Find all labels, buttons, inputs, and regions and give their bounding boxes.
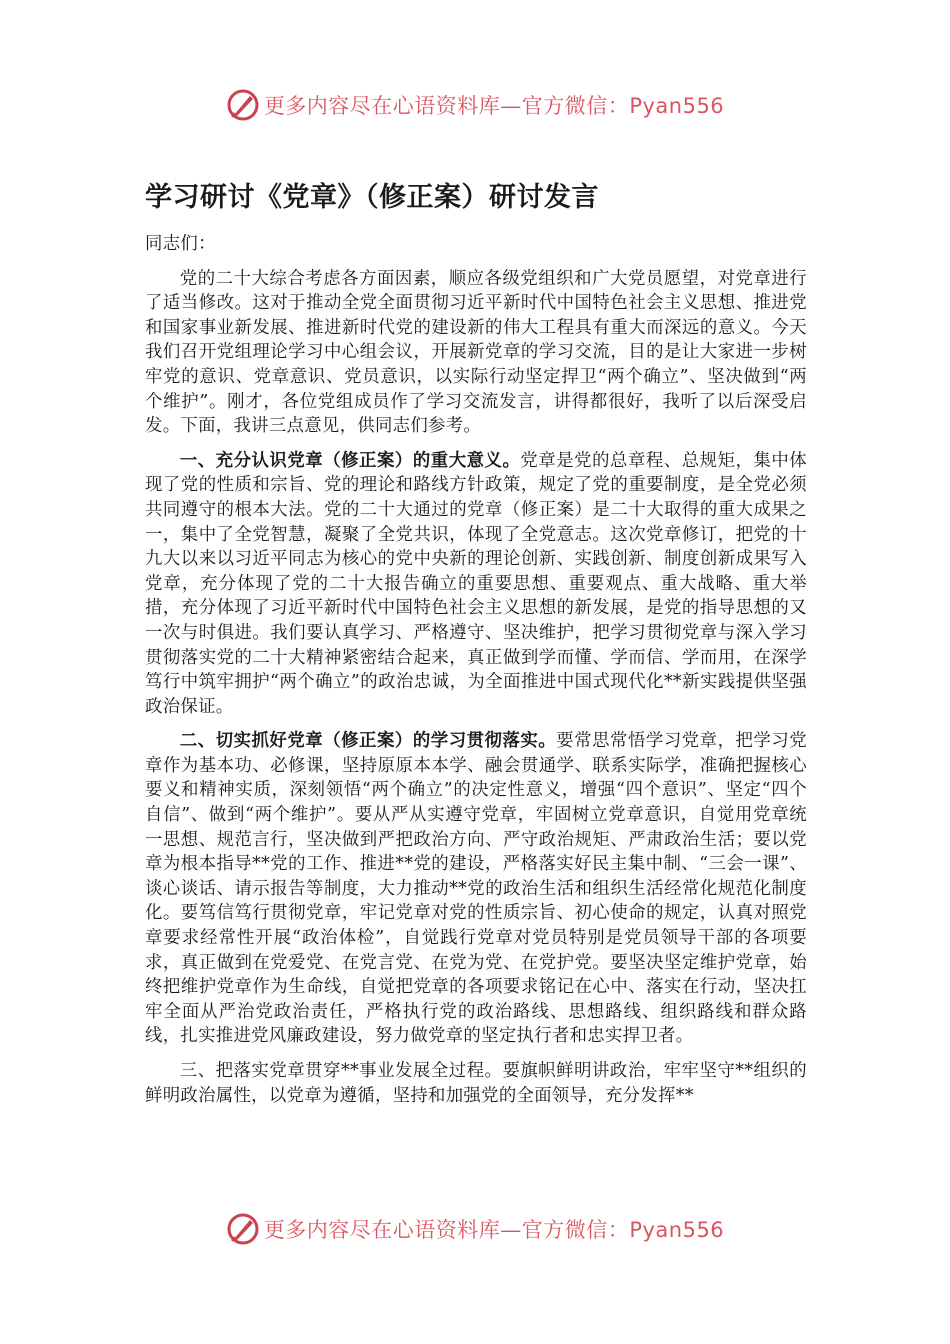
document-body: [145, 232, 807, 1118]
greeting: 同志们：: [145, 234, 216, 254]
section-1-paragraph: [145, 449, 807, 720]
header-banner: [0, 85, 950, 125]
wechat-id: Pyan556: [629, 1218, 725, 1242]
quill-logo-icon: [226, 88, 260, 122]
section-2-heading: 二、切实抓好党章（修正案）的学习贯彻落实。: [179, 731, 557, 752]
footer-banner: [0, 1209, 950, 1249]
banner-text: 更多内容尽在心语资料库—官方微信：Pyan556: [263, 94, 725, 118]
section-2-body: 要常思常悟学习党章，把学习党章作为基本功、必修课，坚持原原本本学、融会贯通学、联系实际学，准确把握核心要义和精神实质，深刻领悟“两个确立”的决定性意义，增强“四个意识”、坚定“四个自信”、做到“两个维护”。要从严从实遵守党章，牢固树立党章意识，自觉用党章统一思想、规范言行，坚决做到严把政治方向、严守政治规矩、严肃政治生活；要以党章为根本指导**党的工作、推进**党的建设，严格落实好民主集中制、“三会一课”、谈心谈话、请示报告等制度，大力推动**党的政治生活和组织生活经常化规范化制度化。要笃信笃行贯彻党章，牢记党章对党的性质宗旨、初心使命的规定，认真对照党章要求经常性开展“政治体检”，自觉践行党章对党员特别是党员领导干部的各项要求，真正做到在党爱党、在党言党、在党为党、在党护党。要坚决坚定维护党章，始终把维护党章作为生命线，自觉把党章的各项要求铭记在心中、落实在行动，坚决扛牢全面从严治党政治责任，严格执行党的政治路线、思想路线、组织路线和群众路线，扎实推进党风廉政建设，努力做党章的坚定执行者和忠实捍卫者。: [145, 731, 808, 1047]
intro-paragraph: 党的二十大综合考虑各方面因素，顺应各级党组织和广大党员愿望，对党章进行了适当修改。这对于推动全党全面贯彻习近平新时代中国特色社会主义思想、推进党和国家事业新发展、推进新时代党的建设新的伟大工程具有重大而深远的意义。今天我们召开党组理论学习中心组会议，开展新党章的学习交流，目的是让大家进一步树牢党的意识、党章意识、党员意识，以实际行动坚定捍卫“两个确立”、坚决做到“两个维护”。刚才，各位党组成员作了学习交流发言，讲得都很好，我听了以后深受启发。下面，我讲三点意见，供同志们参考。: [145, 268, 807, 437]
section-1-body: 党章是党的总章程、总规矩，集中体现了党的性质和宗旨、党的理论和路线方针政策，规定了党的重要制度，是全党必须共同遵守的根本大法。党的二十大通过的党章（修正案）是二十大取得的重大成果之一，集中了全党智慧，凝聚了全党共识，体现了全党意志。这次党章修订，把党的十九大以来以习近平同志为核心的党中央新的理论创新、实践创新、制度创新成果写入党章，充分体现了党的二十大报告确立的重要思想、重要观点、重大战略、重大举措，充分体现了习近平新时代中国特色社会主义思想的新发展，是党的指导思想的又一次与时俱进。我们要认真学习、严格遵守、坚决维护，把学习贯彻党章与深入学习贯彻落实党的二十大精神紧密结合起来，真正做到学而懂、学而信、学而用，在深学笃行中筑牢拥护“两个确立”的政治忠诚，为全面推进中国式现代化**新实践提供坚强政治保证。: [145, 450, 807, 717]
section-3-paragraph: 三、把落实党章贯穿**事业发展全过程。要旗帜鲜明讲政治，牢牢坚守**组织的鲜明政治属性，以党章为遵循，坚持和加强党的全面领导，充分发挥**: [145, 1061, 807, 1106]
document-title: 学习研讨《党章》（修正案）研讨发言: [145, 182, 599, 213]
section-1-heading: 一、充分认识党章（修正案）的重大意义。: [179, 450, 521, 471]
banner-text: 更多内容尽在心语资料库—官方微信：Pyan556: [263, 1218, 725, 1242]
wechat-id: Pyan556: [629, 94, 725, 118]
quill-logo-icon: [226, 1212, 260, 1246]
section-2-paragraph: [145, 729, 807, 1049]
